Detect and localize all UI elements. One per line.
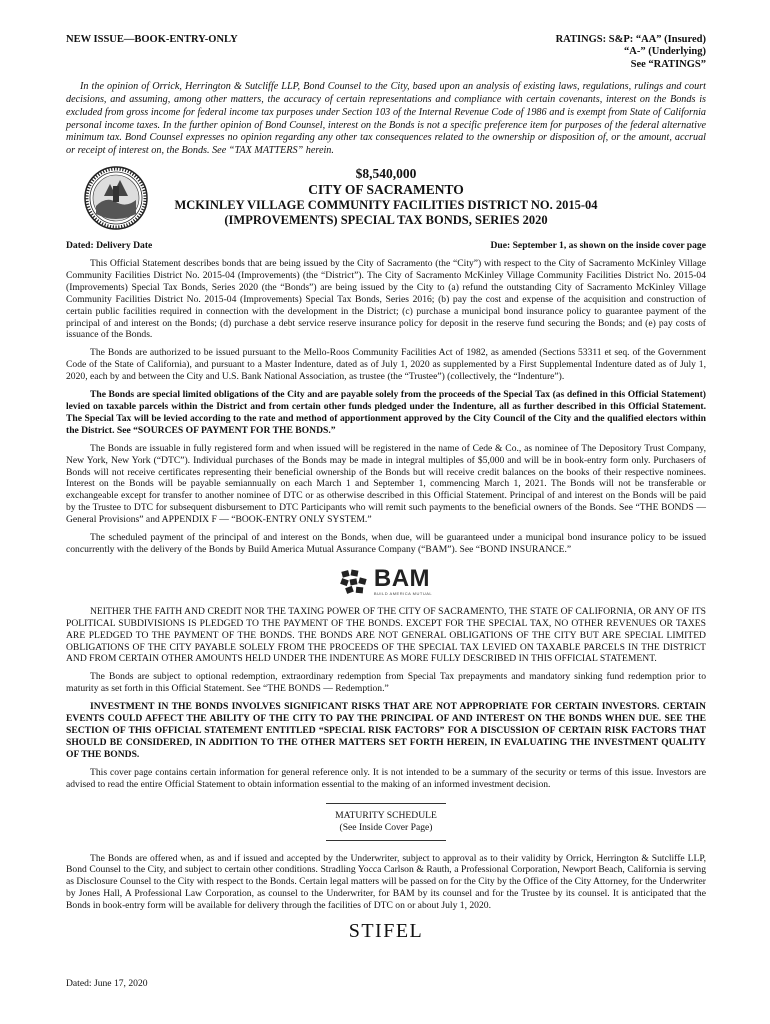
reference-paragraph: This cover page contains certain information for general reference only. It is not intended to be a summary of the security or terms of this issue. Investors are advised to read the entire Official Statement to obtain information essential to the making of an informed investment decision. <box>66 766 706 790</box>
issue-type: NEW ISSUE—BOOK-ENTRY-ONLY <box>66 34 238 45</box>
due-date: Due: September 1, as shown on the inside cover page <box>490 240 706 251</box>
risk-paragraph: INVESTMENT IN THE BONDS INVOLVES SIGNIFICANT RISKS THAT ARE NOT APPROPRIATE FOR CERTAIN INVESTORS. CERTAIN EVENTS COULD AFFECT THE ABILITY OF THE CITY TO PAY THE PRINCIPAL OF AND INTEREST ON THE BONDS WHEN DUE. SEE THE SECTION OF THIS OFFICIAL STATEMENT ENTITLED “SPECIAL RISK FACTORS” FOR A DISCUSSION OF CERTAIN RISK FACTORS THAT SHOULD BE CONSIDERED, IN ADDITION TO THE OTHER MATTERS SET FORTH HEREIN, IN EVALUATING THE INVESTMENT QUALITY OF THE BONDS. <box>66 701 706 760</box>
intro-paragraph: This Official Statement describes bonds that are being issued by the City of Sacramento (the “City”) with respect to the City of Sacramento McKinley Village Community Facilities District No. 2015-04 (Improvements) (the “District”). The City of Sacramento McKinley Village Community Facilities District No. 2015-04 (Improvements) Special Tax Bonds, Series 2020 (the “Bonds”) are being issued by the City to (a) refund the outstanding City of Sacramento McKinley Village Community Facilities District No. 2015-04 (Improvements) Special Tax Bonds, Series 2016; (b) pay the cost and expense of the acquisition and construction of certain public facilities required in connection with the development in the District; (c) purchase a municipal bond insurance policy to guarantee payment of the principal of and interest on the Bonds; (d) purchase a debt service reserve insurance policy for deposit in the reserve fund securing the Bonds; and (e) pay costs of issuance of the Bonds. <box>66 258 706 341</box>
maturity-schedule-title: MATURITY SCHEDULE <box>335 809 437 821</box>
ratings-line: RATINGS: S&P: “AA” (Insured) <box>555 34 706 45</box>
bam-logo-subtext: BUILD AMERICA MUTUAL <box>373 591 433 597</box>
official-statement-date: Dated: June 17, 2020 <box>66 978 148 989</box>
bam-logo-text: BAM <box>373 565 431 593</box>
dated-due-row <box>66 240 706 252</box>
maturity-schedule <box>66 810 706 834</box>
tax-opinion: In the opinion of Orrick, Herrington & Sutcliffe LLP, Bond Counsel to the City, based upon an analysis of existing laws, regulations, rulings and court decisions, and assuming, among other matters, the accuracy of certain representations and compliance with certain covenants, interest on the Bonds is excluded from gross income for federal income tax purposes under Section 103 of the Internal Revenue Code of 1986 and is exempt from State of California personal income taxes. In the further opinion of Bond Counsel, interest on the Bonds is not a specific preference item for purposes of the federal alternative minimum tax. Bond Counsel expresses no opinion regarding any other tax consequences related to the ownership or disposition of, or the amount, accrual or receipt of interest on, the Bonds. See “TAX MATTERS” herein. <box>66 81 706 157</box>
bond-title <box>66 166 706 228</box>
ratings <box>556 34 706 71</box>
bam-logo <box>66 564 706 600</box>
redemption-paragraph: The Bonds are subject to optional redemption, extraordinary redemption from Special Tax prepayments and mandatory sinking fund redemption prior to maturity as set forth in this Official Statement. See “THE BONDS — Redemption.” <box>66 671 706 695</box>
book-entry-paragraph: The Bonds are issuable in fully registered form and when issued will be registered in the name of Cede & Co., as nominee of The Depository Trust Company, New York, New York (“DTC”). Individual purchases of the Bonds may be made in integral multiples of $5,000 and will be in book-entry form only. Purchasers of Bonds will not receive certificates representing their beneficial ownership of the Bonds but will receive credit balances on the books of their respective nominees. Interest on the Bonds will be payable semiannually on each March 1 and September 1, commencing March 1, 2021. The Bonds will not be transferable or exchangeable except for transfer to another nominee of DTC or as otherwise described in this Official Statement. Principal of and interest on the Bonds will be paid by the Trustee to DTC for subsequent disbursement to DTC Participants who will remit such payments to the beneficial owners of the Bonds. See “THE BONDS — General Provisions” and APPENDIX F — “BOOK-ENTRY ONLY SYSTEM.” <box>66 442 706 526</box>
authority-paragraph: The Bonds are authorized to be issued pursuant to the Mello-Roos Community Facilities Act of 1982, as amended (Sections 53311 et seq. of the Government Code of the State of California), and pursuant to a Master Indenture, dated as of July 1, 2020 as supplemented by a First Supplemental Indenture dated as of July 1, 2020, each by and between the City and U.S. Bank National Association, as trustee (the “Trustee”) (collectively, the “Indenture”). <box>66 347 706 383</box>
dated-date: Dated: Delivery Date <box>66 240 153 251</box>
bam-mark-icon <box>340 569 370 595</box>
cover-page <box>66 34 706 943</box>
stifel-logo: STIFEL <box>348 920 424 943</box>
issuer-name: CITY OF SACRAMENTO <box>308 182 464 197</box>
divider <box>326 803 446 804</box>
series-name: (IMPROVEMENTS) SPECIAL TAX BONDS, SERIES 2020 <box>224 213 548 227</box>
title-block <box>66 166 706 236</box>
maturity-schedule-reference: (See Inside Cover Page) <box>339 821 433 833</box>
district-name: MCKINLEY VILLAGE COMMUNITY FACILITIES DISTRICT NO. 2015-04 <box>174 198 598 212</box>
maturity-schedule-box <box>66 803 706 841</box>
ratings-line: “A-” (Underlying) <box>624 46 706 58</box>
divider <box>326 840 446 841</box>
header <box>66 34 706 71</box>
par-amount: $8,540,000 <box>355 166 417 181</box>
no-faith-and-credit-paragraph: NEITHER THE FAITH AND CREDIT NOR THE TAXING POWER OF THE CITY OF SACRAMENTO, THE STATE OF CALIFORNIA, OR ANY OF ITS POLITICAL SUBDIVISIONS IS PLEDGED TO THE PAYMENT OF THE BONDS. EXCEPT FOR THE SPECIAL TAX, NO OTHER REVENUES OR TAXES ARE PLEDGED TO THE PAYMENT OF THE BONDS. THE BONDS ARE NOT GENERAL OBLIGATIONS OF THE CITY BUT ARE SPECIAL LIMITED OBLIGATIONS OF THE CITY PAYABLE SOLELY FROM THE PROCEEDS OF THE SPECIAL TAX LEVIED ON TAXABLE PARCELS IN THE DISTRICT AND FROM CERTAIN OTHER AMOUNTS HELD UNDER THE INDENTURE AS MORE FULLY DESCRIBED IN THIS OFFICIAL STATEMENT. <box>66 605 706 665</box>
insurance-paragraph: The scheduled payment of the principal of and interest on the Bonds, when due, will be guaranteed under a municipal bond insurance policy to be issued concurrently with the delivery of the Bonds by Build America Mutual Assurance Company (“BAM”). See “BOND INSURANCE.” <box>66 532 706 555</box>
offering-paragraph: The Bonds are offered when, as and if issued and accepted by the Underwriter, subject to approval as to their validity by Orrick, Herrington & Sutcliffe LLP, Bond Counsel to the City, and subject to certain other conditions. Stradling Yocca Carlson & Rauth, a Professional Corporation, Newport Beach, California is serving as Disclosure Counsel to the City with respect to the Bonds. Certain legal matters will be passed on for the City by the Office of the City Attorney, for the Underwriter by Jones Hall, A Professional Law Corporation, as counsel to the Underwriter, for BAM by its counsel and for the Trustee by its counsel. It is anticipated that the Bonds in book-entry form will be available for delivery through the facilities of DTC on or about July 1, 2020. <box>66 852 706 912</box>
ratings-line: See “RATINGS” <box>630 58 706 70</box>
security-paragraph: The Bonds are special limited obligations of the City and are payable solely from the proceeds of the Special Tax (as defined in this Official Statement) levied on taxable parcels within the District and from certain other funds pledged under the Indenture, all as further described in this Official Statement. The Special Tax will be levied according to the rate and method of apportionment approved by the City Council of the City and the qualified electors within the District. See “SOURCES OF PAYMENT FOR THE BONDS.” <box>66 389 706 436</box>
